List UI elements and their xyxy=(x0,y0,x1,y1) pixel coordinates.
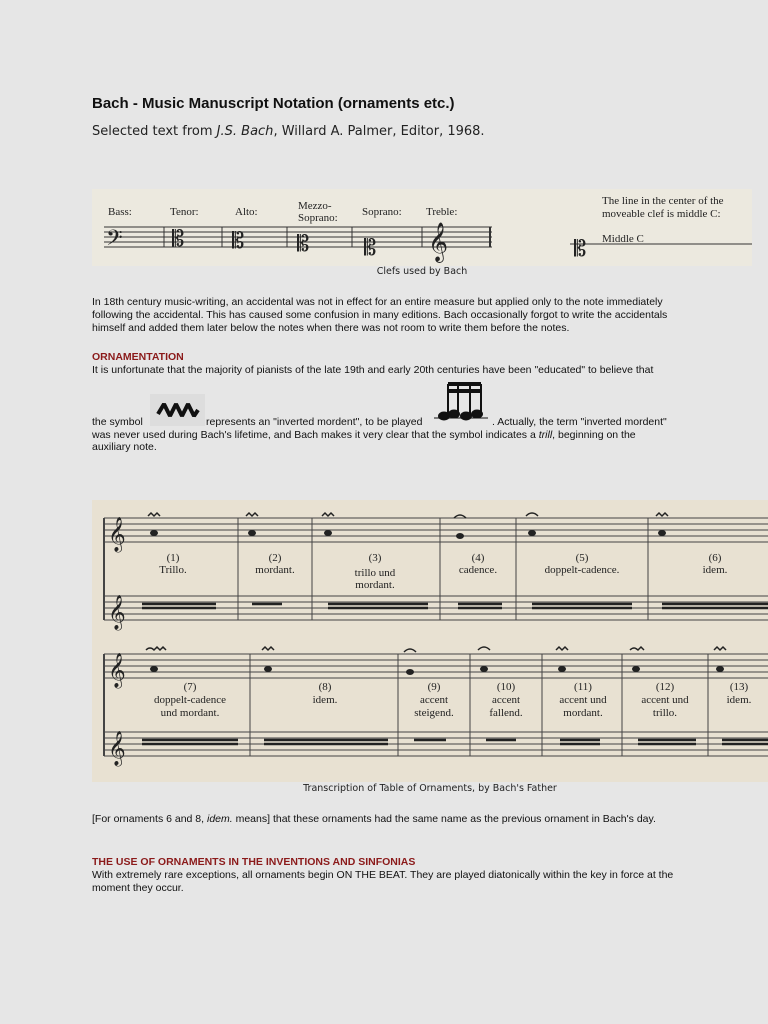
ornament-number: (11) xyxy=(574,681,592,693)
ornament-7 xyxy=(136,681,244,720)
ornament-13 xyxy=(712,681,766,707)
subtitle-book: J.S. Bach xyxy=(216,124,274,139)
treble-clef-icon: 𝄞 xyxy=(108,731,126,766)
ornament-caption: Transcription of Table of Ornaments, by Bach's Father xyxy=(303,783,557,794)
ornament-name-line2: mordant. xyxy=(563,707,603,719)
ornament-number: (12) xyxy=(655,681,675,693)
line3-trill: trill xyxy=(538,429,553,441)
ornament-name: mordant. xyxy=(255,564,295,576)
ornament-10 xyxy=(474,681,538,720)
idem-note xyxy=(92,813,682,826)
ornament-name: idem. xyxy=(702,564,728,576)
page-subtitle xyxy=(92,124,485,139)
ornament-name-line2: trillo. xyxy=(652,707,678,719)
idem-suffix: means] that these ornaments had the same name as the previous ornament in Bach's day. xyxy=(232,813,656,825)
trill-symbol-icon xyxy=(150,394,205,426)
accidental-paragraph: In 18th century music-writing, an accidental was not in effect for an entire measure but applied only to the note immediately following the accidental. This has caused some confusion in many editions. Bach occasionally forgot to write the accidentals himself and added them later below the notes when there was not room to write them before the notes. xyxy=(92,296,668,334)
tenor-clef-icon: 𝄡 xyxy=(172,227,185,252)
ornament-number: (2) xyxy=(268,552,282,564)
ornament-name: Trillo. xyxy=(159,564,187,576)
clef-label-soprano: Soprano: xyxy=(362,206,402,218)
clef-label-tenor: Tenor: xyxy=(170,206,199,218)
line3-b: , beginning on the xyxy=(552,429,636,441)
ornament-number: (3) xyxy=(368,552,382,564)
middle-c-label: Middle C xyxy=(602,233,644,245)
ornament-beams xyxy=(142,604,768,744)
ornament-clefs xyxy=(108,517,126,767)
page-title: Bach - Music Manuscript Notation (ornaments etc.) xyxy=(92,95,455,112)
ornamentation-heading: ORNAMENTATION xyxy=(92,351,184,363)
ornament-name-line2: steigend. xyxy=(414,707,454,719)
subtitle-suffix: , Willard A. Palmer, Editor, 1968. xyxy=(273,124,485,139)
ornament-name: trillo und xyxy=(354,567,396,579)
clef-note-line1: The line in the center of the xyxy=(602,195,724,207)
treble-clef-icon: 𝄞 xyxy=(108,653,126,688)
ornament-6 xyxy=(678,552,752,576)
ornament-name-line2: mordant. xyxy=(355,579,395,591)
ornament-3 xyxy=(330,552,420,591)
ornament-number: (13) xyxy=(729,681,749,693)
ornament-2 xyxy=(242,552,308,576)
use-ornaments-text: With extremely rare exceptions, all ornaments begin ON THE BEAT. They are played diatonically within the key in force at the moment they occur. xyxy=(92,869,674,894)
treble-clef-icon: 𝄞 xyxy=(108,595,126,630)
clef-figure xyxy=(92,189,752,266)
moveable-clef-icon: 𝄡 xyxy=(574,237,587,262)
ornament-number: (9) xyxy=(427,681,441,693)
clef-label-bass: Bass: xyxy=(108,206,132,218)
ornament-number: (10) xyxy=(496,681,516,693)
use-ornaments-heading: THE USE OF ORNAMENTS IN THE INVENTIONS AND SINFONIAS xyxy=(92,856,416,868)
ornament-number: (7) xyxy=(183,681,197,693)
clef-caption: Clefs used by Bach xyxy=(376,266,468,277)
ornament-12 xyxy=(626,681,704,720)
ornament-number: (5) xyxy=(575,552,589,564)
ornamentation-line4: auxiliary note. xyxy=(92,441,157,453)
mezzo-soprano-clef-icon: 𝄡 xyxy=(297,232,310,257)
ornament-marks xyxy=(146,513,726,652)
subtitle-prefix: Selected text from xyxy=(92,124,217,139)
trill-notes-icon xyxy=(432,378,490,426)
ornament-name: idem. xyxy=(726,694,752,706)
clef-label-mezzo-soprano: Soprano: xyxy=(298,212,338,224)
ornament-name: doppelt-cadence xyxy=(153,694,227,706)
idem-prefix: [For ornaments 6 and 8, xyxy=(92,813,207,825)
ornament-9 xyxy=(402,681,466,720)
ornament-name: doppelt-cadence. xyxy=(544,564,620,576)
ornament-name: cadence. xyxy=(458,564,498,576)
clef-label-treble: Treble: xyxy=(426,206,458,218)
ornament-name: accent xyxy=(419,694,449,706)
ornament-number: (4) xyxy=(471,552,485,564)
ornament-5 xyxy=(520,552,644,576)
ornament-name-line2: fallend. xyxy=(489,707,523,719)
ornament-4 xyxy=(444,552,512,576)
ornament-name: accent und xyxy=(641,694,689,706)
treble-clef-icon: 𝄞 xyxy=(108,517,126,552)
ornament-table-figure xyxy=(92,500,768,782)
ornament-number: (8) xyxy=(318,681,332,693)
treble-clef-icon: 𝄞 xyxy=(428,222,449,262)
ornamentation-line1: It is unfortunate that the majority of pianists of the late 19th and early 20th centuries have been "educated" to believe that xyxy=(92,364,654,376)
clef-note-line2: moveable clef is middle C: xyxy=(602,208,721,220)
ornament-number: (1) xyxy=(166,552,180,564)
clef-label-mezzo: Mezzo- xyxy=(298,200,332,212)
alto-clef-icon: 𝄡 xyxy=(232,229,245,254)
symbol-suffix: . Actually, the term "inverted mordent" xyxy=(492,416,667,428)
idem-italic: idem. xyxy=(206,813,233,825)
ornament-11 xyxy=(546,681,620,720)
bass-clef-icon: 𝄢 xyxy=(106,226,123,256)
ornament-name: accent xyxy=(491,694,521,706)
symbol-mid: represents an "inverted mordent", to be played xyxy=(206,416,423,428)
ornament-name: accent und xyxy=(559,694,607,706)
soprano-clef-icon: 𝄡 xyxy=(364,236,377,261)
ornament-name: idem. xyxy=(312,694,338,706)
ornament-8 xyxy=(292,681,358,707)
symbol-prefix: the symbol xyxy=(92,416,143,428)
clef-label-alto: Alto: xyxy=(235,206,258,218)
ornament-number: (6) xyxy=(708,552,722,564)
ornament-name-line2: und mordant. xyxy=(160,707,220,719)
line3-a: was never used during Bach's lifetime, and Bach makes it very clear that the symbol indicates a xyxy=(92,429,539,441)
ornament-staff-svg xyxy=(92,500,768,782)
ornament-1 xyxy=(148,552,198,576)
